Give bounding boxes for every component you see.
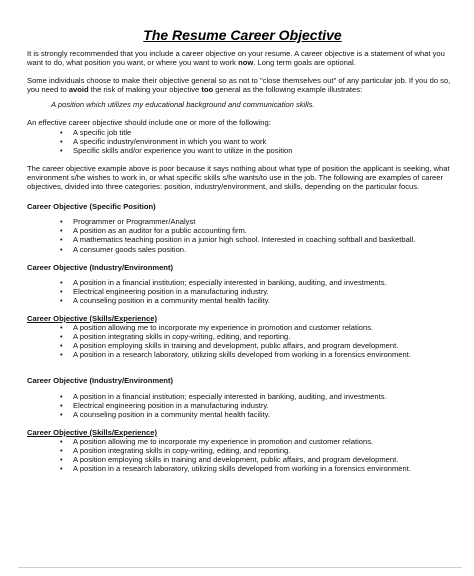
list-item: • A counseling position in a community mental health facility. [27,410,458,419]
examples-intro-paragraph: The career objective example above is poor because it says nothing about what type of position the applicant is seeking, what environment s/he wishes to work in, or what specific skills s/he wants/to use in the job. The following are examples of career objectives, divided into three categories: position, industry/environment, and skills, depending on the particular focus. [27,163,450,192]
list-item: • A position employing skills in training and development, public affairs, and program development. [27,341,458,350]
section-list [27,217,458,253]
list-item: • A position integrating skills in copy-writing, editing, and reporting. [27,446,458,455]
list-item: • A position as an auditor for a public accounting firm. [27,226,458,235]
section-heading: Career Objective (Specific Position) [27,202,156,212]
list-item: • A position in a research laboratory, utilizing skills developed from working in a forensics environment. [27,464,458,473]
list-item: • A position in a financial institution; especially interested in banking, auditing, and investments. [27,278,458,287]
effective-objective-list [27,128,458,155]
page-title: The Resume Career Objective [143,27,342,43]
list-item: • A position in a research laboratory, utilizing skills developed from working in a forensics environment. [27,350,458,359]
list-item: • A position allowing me to incorporate my experience in promotion and customer relations. [27,323,458,332]
list-item: • A position integrating skills in copy-writing, editing, and reporting. [27,332,458,341]
general-objective-paragraph: Some individuals choose to make their objective general so as not to "close themselves out" of any particular job. If you do so, you need to avoid the risk of making your objective too general as the following example illustrates: [27,76,451,95]
section-list [27,323,458,359]
list-item: • Electrical engineering position in a manufacturing industry. [27,401,458,410]
page-bottom-divider [18,567,462,568]
effective-objective-paragraph: An effective career objective should include one or more of the following: [27,118,271,128]
list-item: • Electrical engineering position in a manufacturing industry. [27,287,458,296]
list-item: • A specific job title [27,128,458,137]
section-list [27,278,458,305]
section-heading: Career Objective (Industry/Environment) [27,376,174,386]
list-item: • A position in a financial institution; especially interested in banking, auditing, and investments. [27,392,458,401]
section-heading: Career Objective (Skills/Experience) [27,427,158,437]
section-list [27,437,458,473]
list-item: • A counseling position in a community mental health facility. [27,296,458,305]
list-item: • A position allowing me to incorporate my experience in promotion and customer relations. [27,437,458,446]
poor-example-text: A position which utilizes my educational background and communication skills. [51,100,315,110]
section-list [27,392,458,419]
intro-paragraph: It is strongly recommended that you include a career objective on your resume. A career objective is a statement of what you want to do, what position you want, or where you want to work now. Long term goals are optional. [27,49,445,68]
section-heading: Career Objective (Industry/Environment) [27,262,174,272]
section-heading: Career Objective (Skills/Experience) [27,313,158,323]
list-item: • A position employing skills in training and development, public affairs, and program development. [27,455,458,464]
list-item: • Specific skills and/or experience you want to utilize in the position [27,146,458,155]
list-item: • A consumer goods sales position. [27,245,458,254]
list-item: • Programmer or Programmer/Analyst [27,217,458,226]
list-item: • A specific industry/environment in which you want to work [27,137,458,146]
list-item: • A mathematics teaching position in a junior high school. Interested in coaching softball and basketball. [27,235,458,244]
